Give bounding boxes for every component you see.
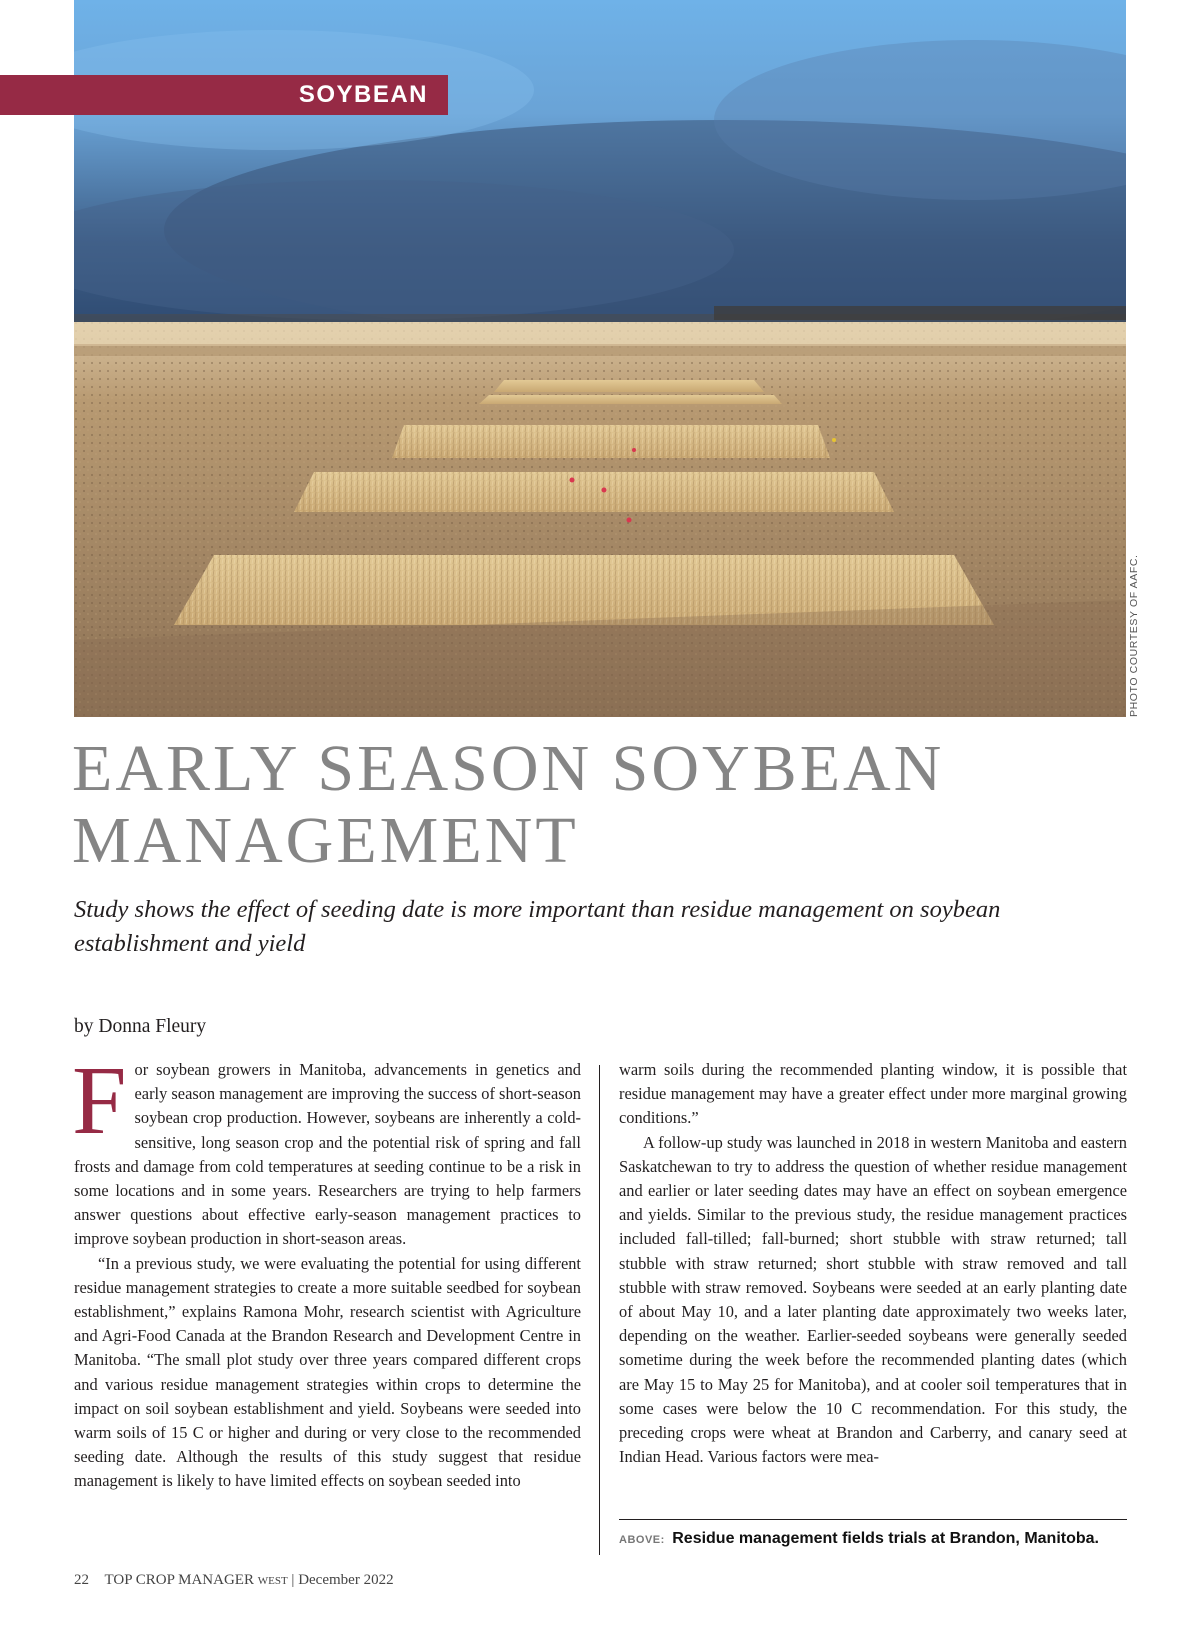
section-tag: SOYBEAN	[0, 75, 448, 115]
body-column-left	[72, 1047, 581, 1494]
body-paragraph	[72, 1047, 581, 1252]
headline-line-2: MANAGEMENT	[72, 804, 579, 877]
body-paragraph: “In a previous study, we were evaluating the potential for using different residue management strategies to create a more suitable seedbed for soybean establishment,” explains Ramona Mohr, research scientist with Agriculture and Agri-Food Canada at the Brandon Research and Development Centre in Manitoba. “The small plot study over three years compared different crops and various residue management strategies within crops to determine the impact on soil soybean establishment and yield. Soybeans were seeded into warm soils of 15 C or higher and during or very close to the recommended seeding date. Although the results of this study suggest that residue management is likely to have limited effects on soybean seeded into	[74, 1253, 581, 1491]
caption-divider	[619, 1519, 1127, 1520]
byline: by Donna Fleury	[74, 1016, 207, 1037]
article-headline	[72, 733, 1132, 877]
paragraph-text: or soybean growers in Manitoba, advancements in genetics and early season management are improving the success of short-season soybean crop production. However, soybeans are inherently a cold-sensitive, long season crop and the potential risk of spring and fall frosts and damage from cold temperatures at seeding continue to be a risk in some locations and in some years. Researchers are trying to help farmers answer questions about effective early-season management practices to improve soybean production in short-season areas.	[74, 1060, 581, 1249]
column-divider	[599, 1065, 600, 1555]
page-footer	[74, 1572, 394, 1589]
magazine-edition: WEST	[257, 1575, 288, 1587]
photo-credit: PHOTO COURTESY OF AAFC.	[1128, 554, 1140, 717]
caption-text: Residue management fields trials at Brandon, Manitoba.	[672, 1530, 1099, 1547]
headline-line-1: EARLY SEASON SOYBEAN	[72, 732, 945, 805]
body-paragraph: warm soils during the recommended planting window, it is possible that residue management may have a greater effect under more marginal growing conditions.”	[619, 1060, 1127, 1128]
magazine-name: TOP CROP MANAGER	[104, 1572, 254, 1588]
drop-cap: F	[72, 1047, 127, 1155]
footer-separator: |	[291, 1572, 295, 1588]
caption-label: ABOVE:	[619, 1534, 665, 1546]
page-number: 22	[74, 1572, 89, 1588]
article-dek: Study shows the effect of seeding date is more important than residue management on soybean establishment and yield	[74, 896, 1001, 957]
body-paragraph: A follow-up study was launched in 2018 in western Manitoba and eastern Saskatchewan to try to address the question of whether residue management and earlier or later seeding dates may have an effect on soybean emergence and yields. Similar to the previous study, the residue management practices included fall-tilled; fall-burned; short stubble with straw returned; tall stubble with straw returned; short stubble with straw removed and tall stubble with straw removed. Soybeans were seeded at an early planting date of about May 10, and a later planting date approximately two weeks later, depending on the weather. Earlier-seeded soybeans were generally seeded sometime during the week before the recommended planting dates (which are May 15 to May 25 for Manitoba), and at cooler soil temperatures that in some cases were below the 10 C recommendation. For this study, the preceding crops were wheat at Brandon and Carberry, and canary seed at Indian Head. Various factors were mea-	[619, 1132, 1127, 1467]
body-column-right	[619, 1058, 1127, 1469]
issue-date: December 2022	[298, 1572, 394, 1588]
photo-caption	[619, 1530, 1099, 1548]
